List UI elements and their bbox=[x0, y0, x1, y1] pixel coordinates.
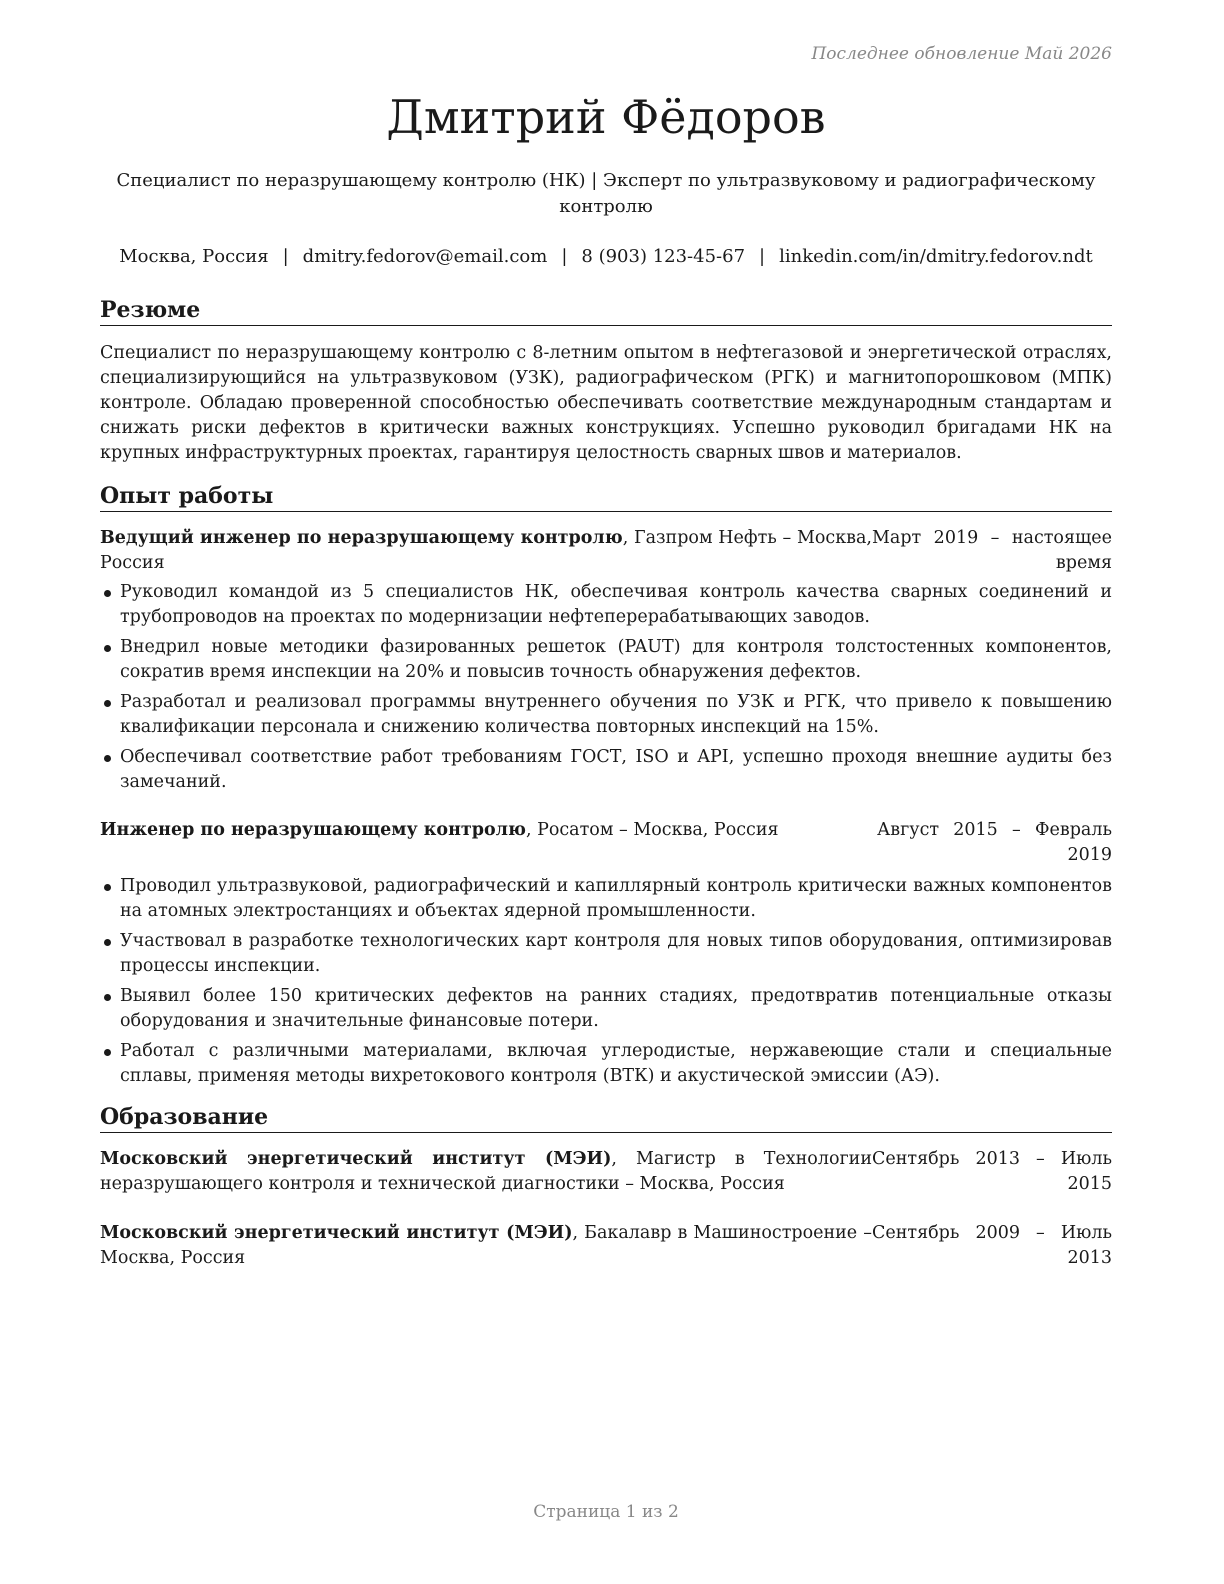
education-header bbox=[100, 1147, 1112, 1197]
resume-page bbox=[100, 0, 1112, 1584]
section-title-summary: Резюме bbox=[100, 296, 1112, 326]
degree: , Магистр в Технологии неразрушающего контроля и технической диагностики – Москва, Россия bbox=[100, 1149, 872, 1194]
job-title-line bbox=[100, 818, 877, 868]
headline: Специалист по неразрушающему контролю (НК) | Эксперт по ультразвуковому и радиографическому контролю bbox=[116, 170, 1096, 217]
job-company: , Росатом – Москва, Россия bbox=[525, 820, 779, 840]
section-title-education: Образование bbox=[100, 1103, 1112, 1133]
separator: | bbox=[282, 246, 289, 267]
job-role: Инженер по неразрушающему контролю bbox=[100, 820, 526, 840]
separator: | bbox=[759, 246, 766, 267]
list-item: Обеспечивал соответствие работ требованиям ГОСТ, ISO и API, успешно проходя внешние аудиты без замечаний. bbox=[100, 745, 1112, 795]
job-role: Ведущий инженер по неразрушающему контролю bbox=[100, 528, 623, 548]
degree: , Бакалавр в Машиностроение – Москва, Россия bbox=[100, 1223, 872, 1268]
education-line bbox=[100, 1221, 872, 1271]
job-company: , Газпром Нефть – Москва, Россия bbox=[100, 528, 872, 573]
location: Москва, Россия bbox=[119, 246, 269, 267]
contact-line bbox=[100, 244, 1112, 270]
job-title-line bbox=[100, 526, 872, 576]
job-header bbox=[100, 818, 1112, 868]
list-item: Работал с различными материалами, включая углеродистые, нержавеющие стали и специальные сплавы, применяя методы вихретокового контроля (ВТК) и акустической эмиссии (АЭ). bbox=[100, 1039, 1112, 1089]
list-item: Выявил более 150 критических дефектов на ранних стадиях, предотвратив потенциальные отказы оборудования и значительные финансовые потери. bbox=[100, 984, 1112, 1034]
job-dates: Август 2015 – Февраль 2019 bbox=[877, 820, 1112, 865]
education-dates: Сентябрь 2009 – Июль 2013 bbox=[872, 1223, 1112, 1268]
list-item: Внедрил новые методики фазированных решеток (PAUT) для контроля толстостенных компонентов, сократив время инспекции на 20% и повысив точность обнаружения дефектов. bbox=[100, 635, 1112, 685]
list-item: Проводил ультразвуковой, радиографический и капиллярный контроль критически важных компонентов на атомных электростанциях и объектах ядерной промышленности. bbox=[100, 874, 1112, 924]
list-item: Руководил командой из 5 специалистов НК, обеспечивая контроль качества сварных соединений и трубопроводов на проектах по модернизации нефтеперерабатывающих заводов. bbox=[100, 580, 1112, 630]
last-updated: Последнее обновление Май 2026 bbox=[811, 44, 1112, 64]
education-line bbox=[100, 1147, 872, 1197]
job-bullets bbox=[100, 580, 1112, 800]
person-name: Дмитрий Фёдоров bbox=[386, 90, 826, 144]
education-dates: Сентябрь 2013 – Июль 2015 bbox=[872, 1149, 1112, 1194]
linkedin-link[interactable]: linkedin.com/in/dmitry.fedorov.ndt bbox=[779, 246, 1093, 267]
summary-text: Специалист по неразрушающему контролю с 8-летним опытом в нефтегазовой и энергетической отраслях, специализирующийся на ультразвуковом (УЗК), радиографическом (РГК) и магнитопорошковом (МПК) контроле. Обладаю проверенной способностью обеспечивать соответствие международным стандартам и снижать риски дефектов в критически важных конструкциях. Успешно руководил бригадами НК на крупных инфраструктурных проектах, гарантируя целостность сварных швов и материалов. bbox=[100, 343, 1112, 463]
job-header bbox=[100, 526, 1112, 576]
phone-number[interactable]: 8 (903) 123-45-67 bbox=[581, 246, 746, 267]
list-item: Участвовал в разработке технологических карт контроля для новых типов оборудования, оптимизировав процессы инспекции. bbox=[100, 929, 1112, 979]
school-name: Московский энергетический институт (МЭИ) bbox=[100, 1223, 573, 1243]
separator: | bbox=[561, 246, 568, 267]
list-item: Разработал и реализовал программы внутреннего обучения по УЗК и РГК, что привело к повышению квалификации персонала и снижению количества повторных инспекций на 15%. bbox=[100, 690, 1112, 740]
email-link[interactable]: dmitry.fedorov@email.com bbox=[302, 246, 548, 267]
job-dates: Март 2019 – настоящее время bbox=[872, 528, 1112, 573]
school-name: Московский энергетический институт (МЭИ) bbox=[100, 1149, 612, 1169]
section-title-experience: Опыт работы bbox=[100, 482, 1112, 512]
job-bullets bbox=[100, 874, 1112, 1094]
page-number: Страница 1 из 2 bbox=[533, 1502, 679, 1522]
education-header bbox=[100, 1221, 1112, 1271]
